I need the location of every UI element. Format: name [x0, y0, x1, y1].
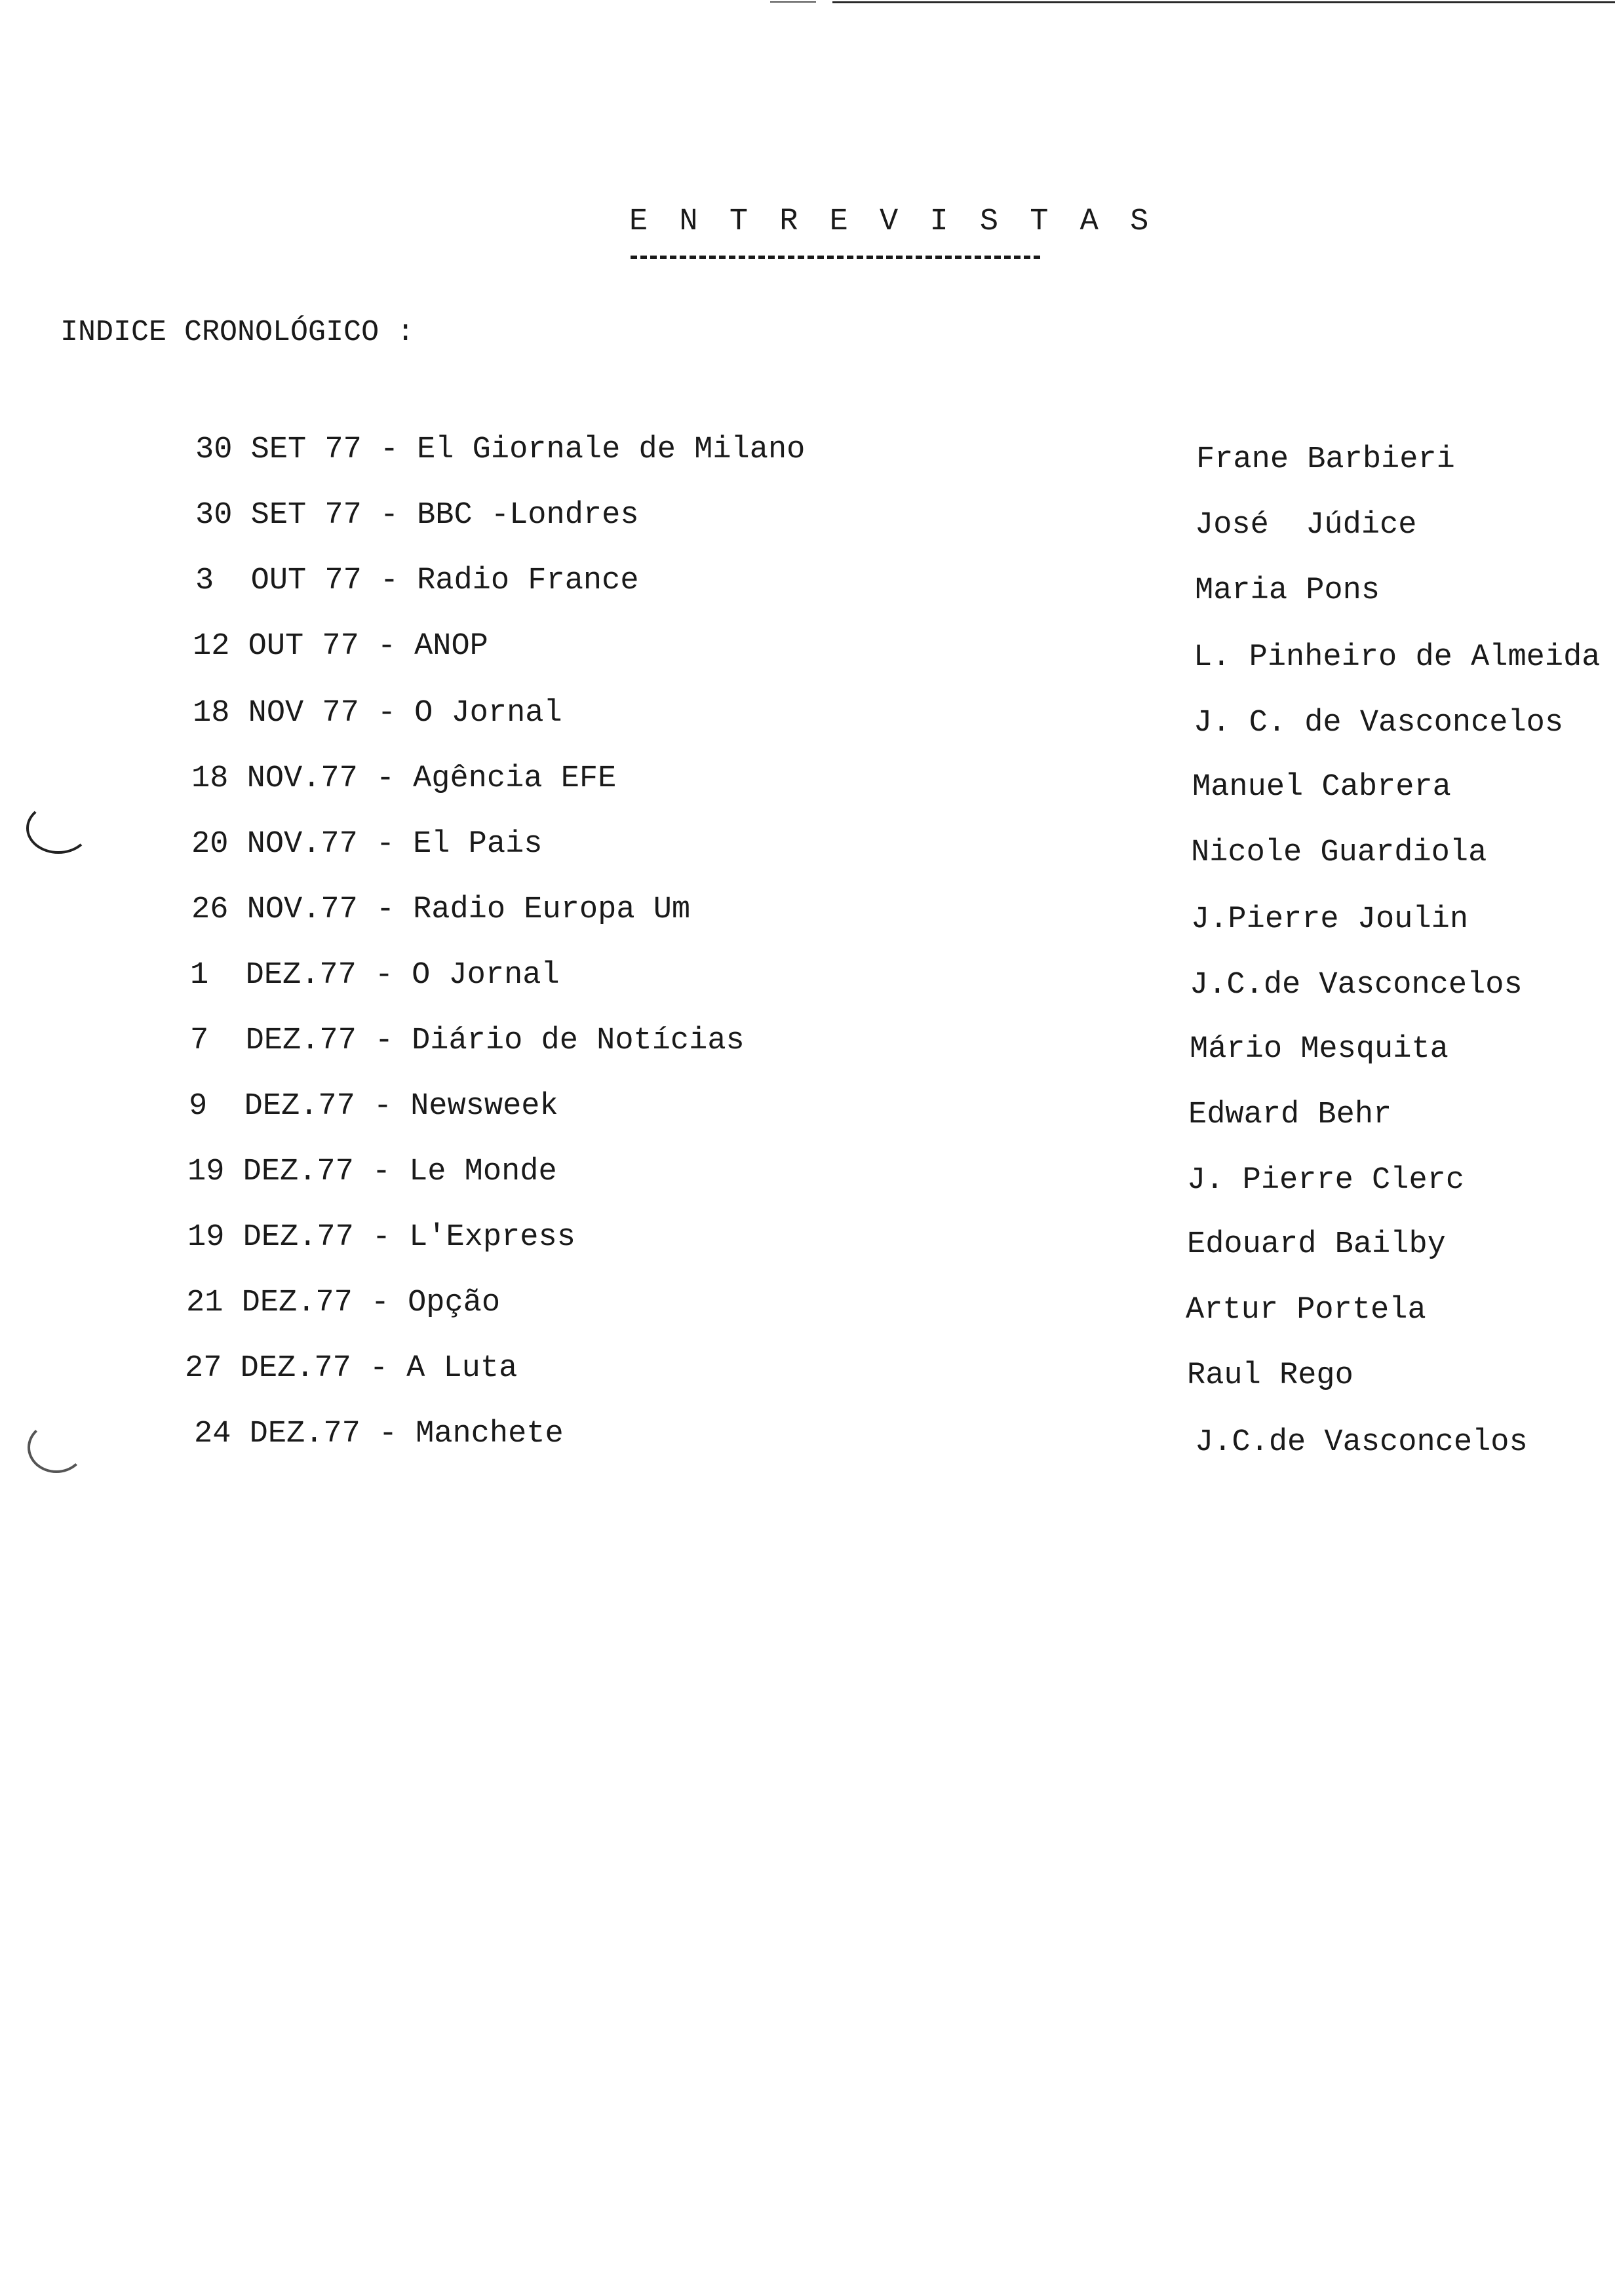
entry-date-publication	[187, 1155, 557, 1189]
document-subtitle: INDICE CRONOLÓGICO :	[60, 316, 415, 349]
entry-date: 27 DEZ.77	[185, 1351, 351, 1386]
entry-interviewer: Nicole Guardiola	[1191, 835, 1487, 870]
entry-date: 9 DEZ.77	[189, 1089, 355, 1124]
entry-date: 12 OUT 77	[193, 629, 359, 664]
entry-date: 19 DEZ.77	[187, 1220, 354, 1255]
entry-separator: -	[376, 761, 395, 796]
entry-date: 19 DEZ.77	[187, 1155, 354, 1189]
entry-interviewer: Mário Mesquita	[1190, 1032, 1449, 1067]
title-underline	[631, 256, 1040, 259]
entry-separator: -	[377, 629, 397, 664]
scan-edge-line	[832, 1, 1615, 3]
entry-date-publication	[195, 432, 805, 467]
entry-date: 1 DEZ.77	[190, 958, 357, 993]
entry-publication: O Jornal	[414, 696, 562, 731]
entry-publication: L'Express	[409, 1220, 575, 1255]
entry-date-publication	[195, 498, 639, 533]
entry-interviewer: Edward Behr	[1188, 1098, 1392, 1132]
entry-separator: -	[376, 827, 395, 862]
entry-separator: -	[374, 1024, 394, 1058]
entry-separator: -	[372, 1155, 391, 1189]
entry-date-publication	[186, 1286, 500, 1320]
entry-publication: Diário de Notícias	[412, 1024, 745, 1058]
document-title: E N T R E V I S T A S	[629, 204, 1156, 239]
entry-publication: Radio France	[417, 564, 639, 598]
entry-date: 26 NOV.77	[191, 892, 358, 927]
entry-publication: ANOP	[414, 629, 488, 664]
entry-date: 30 SET 77	[195, 498, 362, 533]
entry-date-publication	[189, 1089, 558, 1124]
entry-date-publication	[190, 958, 560, 993]
entry-separator: -	[379, 498, 399, 533]
entry-separator: -	[377, 696, 397, 731]
entry-publication: El Pais	[413, 827, 543, 862]
entry-separator: -	[378, 1417, 398, 1451]
entry-interviewer: José Júdice	[1195, 508, 1417, 543]
entry-date: 18 NOV 77	[193, 696, 359, 731]
entry-separator: -	[374, 958, 394, 993]
entry-date: 20 NOV.77	[191, 827, 358, 862]
entry-interviewer: Raul Rego	[1187, 1358, 1353, 1393]
entry-separator: -	[376, 892, 395, 927]
entry-separator: -	[379, 564, 399, 598]
entry-separator: -	[379, 432, 399, 467]
entry-publication: A Luta	[406, 1351, 518, 1386]
entry-date: 30 SET 77	[195, 432, 362, 467]
entry-publication: Le Monde	[409, 1155, 557, 1189]
entry-publication: Radio Europa Um	[413, 892, 691, 927]
entry-date-publication	[190, 1024, 745, 1058]
entry-publication: O Jornal	[412, 958, 560, 993]
entry-date-publication	[185, 1351, 517, 1386]
entry-publication: El Giornale de Milano	[417, 432, 806, 467]
punch-hole-mark	[26, 803, 90, 854]
entry-publication: Manchete	[416, 1417, 564, 1451]
entry-date-publication	[191, 761, 616, 796]
entry-date-publication	[194, 1417, 564, 1451]
entry-date: 24 DEZ.77	[194, 1417, 360, 1451]
entry-interviewer: J.C.de Vasconcelos	[1190, 968, 1523, 1003]
entry-date-publication	[193, 696, 562, 731]
entry-date-publication	[191, 892, 690, 927]
entry-interviewer: Maria Pons	[1195, 573, 1380, 608]
punch-hole-mark	[28, 1422, 85, 1473]
entry-interviewer: J.C.de Vasconcelos	[1195, 1425, 1528, 1460]
entry-date: 21 DEZ.77	[186, 1286, 353, 1320]
entry-date: 18 NOV.77	[191, 761, 358, 796]
entry-date-publication	[191, 827, 543, 862]
entry-date: 7 DEZ.77	[190, 1024, 357, 1058]
entry-publication: BBC -Londres	[417, 498, 639, 533]
entry-interviewer: Frane Barbieri	[1196, 442, 1455, 477]
entry-publication: Agência EFE	[413, 761, 617, 796]
scan-edge-line-short	[770, 1, 816, 3]
entry-interviewer: Manuel Cabrera	[1192, 770, 1451, 805]
entry-date: 3 OUT 77	[195, 564, 362, 598]
entry-separator: -	[372, 1220, 391, 1255]
entry-interviewer: J.Pierre Joulin	[1191, 902, 1469, 937]
entry-publication: Opção	[408, 1286, 501, 1320]
entry-separator: -	[373, 1089, 393, 1124]
entry-date-publication	[193, 629, 488, 664]
entry-date-publication	[187, 1220, 575, 1255]
entry-interviewer: Artur Portela	[1186, 1293, 1426, 1328]
entry-interviewer: J. Pierre Clerc	[1187, 1163, 1465, 1198]
entry-interviewer: Edouard Bailby	[1187, 1227, 1446, 1262]
entry-separator: -	[369, 1351, 389, 1386]
entry-separator: -	[370, 1286, 390, 1320]
entry-publication: Newsweek	[410, 1089, 558, 1124]
entry-interviewer: J. C. de Vasconcelos	[1194, 706, 1564, 740]
entry-interviewer: L. Pinheiro de Almeida	[1194, 640, 1601, 675]
entry-date-publication	[195, 564, 639, 598]
